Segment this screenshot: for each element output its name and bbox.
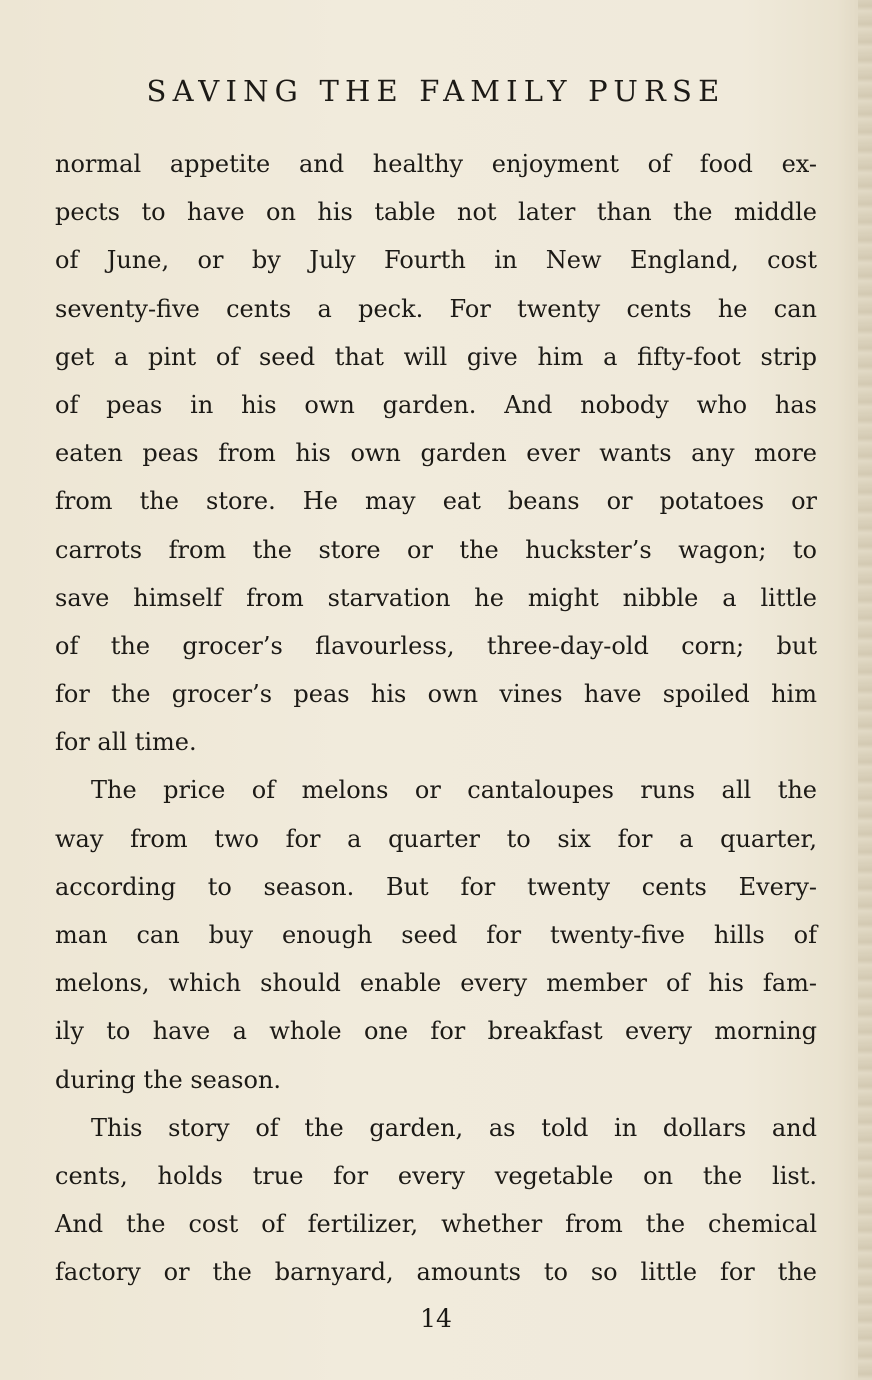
running-head: SAVING THE FAMILY PURSE <box>146 74 726 108</box>
text-line: for all time. <box>55 728 197 757</box>
text-line: from the store. He may eat beans or potatoes or <box>55 487 817 516</box>
body-text <box>55 140 817 1297</box>
text-line: for the grocer’s peas his own vines have spoiled him <box>55 680 817 709</box>
text-line: seventy-five cents a peck. For twenty cents he can <box>55 294 817 323</box>
page-edge <box>858 0 872 1380</box>
text-line: pects to have on his table not later than the middle <box>55 198 817 227</box>
text-line: normal appetite and healthy enjoyment of food ex- <box>55 150 817 178</box>
text-line: ily to have a whole one for breakfast every morning <box>55 1017 817 1046</box>
text-line: get a pint of seed that will give him a fifty-foot strip <box>55 342 817 371</box>
text-line: man can buy enough seed for twenty-five hills of <box>55 921 817 949</box>
text-line: cents, holds true for every vegetable on the list. <box>55 1161 817 1190</box>
text-line: of June, or by July Fourth in New England, cost <box>55 246 817 275</box>
text-line: of peas in his own garden. And nobody who has <box>55 390 817 419</box>
text-line: according to season. But for twenty cents Every- <box>55 872 817 901</box>
text-line: way from two for a quarter to six for a quarter, <box>55 824 817 853</box>
text-line: melons, which should enable every member of his fam- <box>55 969 817 998</box>
text-line: This story of the garden, as told in dollars and <box>91 1113 817 1142</box>
text-line: save himself from starvation he might nibble a little <box>55 583 817 612</box>
text-line: And the cost of fertilizer, whether from the chemical <box>55 1210 817 1239</box>
text-line: carrots from the store or the huckster’s wagon; to <box>55 535 817 564</box>
text-line: during the season. <box>55 1065 282 1094</box>
text-line: eaten peas from his own garden ever wants any more <box>55 439 817 468</box>
text-line: The price of melons or cantaloupes runs all the <box>91 776 817 805</box>
text-line: factory or the barnyard, amounts to so little for the <box>55 1258 817 1287</box>
text-line: of the grocer’s flavourless, three-day-old corn; but <box>55 631 817 660</box>
page-number: 14 <box>420 1304 452 1333</box>
